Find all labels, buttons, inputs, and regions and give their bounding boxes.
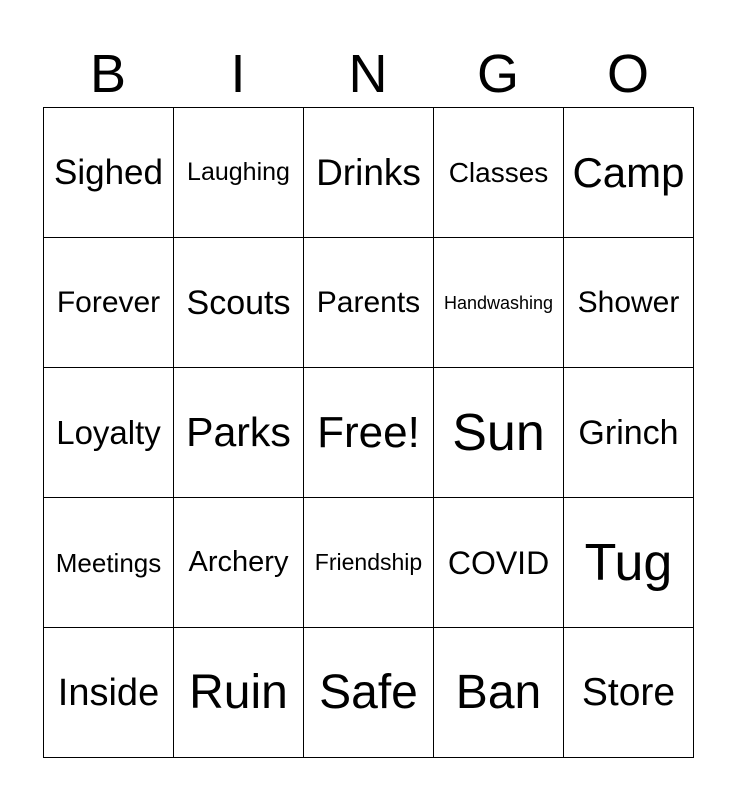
bingo-cell-sun[interactable]: Sun	[434, 368, 564, 498]
bingo-cell-friendship[interactable]: Friendship	[304, 498, 434, 628]
bingo-cell-free[interactable]: Free!	[304, 368, 434, 498]
bingo-cell-store[interactable]: Store	[564, 628, 694, 758]
bingo-cell-parents[interactable]: Parents	[304, 238, 434, 368]
bingo-cell-drinks[interactable]: Drinks	[304, 108, 434, 238]
bingo-cell-inside[interactable]: Inside	[44, 628, 174, 758]
bingo-cell-ban[interactable]: Ban	[434, 628, 564, 758]
bingo-cell-camp[interactable]: Camp	[564, 108, 694, 238]
bingo-cell-classes[interactable]: Classes	[434, 108, 564, 238]
bingo-cell-scouts[interactable]: Scouts	[174, 238, 304, 368]
bingo-cell-tug[interactable]: Tug	[564, 498, 694, 628]
header-letter-b: B	[89, 44, 127, 104]
bingo-cell-sighed[interactable]: Sighed	[44, 108, 174, 238]
bingo-grid	[43, 107, 694, 758]
bingo-cell-loyalty[interactable]: Loyalty	[44, 368, 174, 498]
header-letter-o: O	[606, 44, 649, 104]
header-letter-g: G	[476, 44, 519, 104]
bingo-cell-ruin[interactable]: Ruin	[174, 628, 304, 758]
bingo-cell-safe[interactable]: Safe	[304, 628, 434, 758]
bingo-cell-parks[interactable]: Parks	[174, 368, 304, 498]
bingo-cell-handwashing[interactable]: Handwashing	[434, 238, 564, 368]
bingo-cell-covid[interactable]: COVID	[434, 498, 564, 628]
bingo-cell-shower[interactable]: Shower	[564, 238, 694, 368]
bingo-cell-grinch[interactable]: Grinch	[564, 368, 694, 498]
bingo-cell-archery[interactable]: Archery	[174, 498, 304, 628]
header-letter-i: I	[230, 44, 246, 104]
bingo-cell-forever[interactable]: Forever	[44, 238, 174, 368]
bingo-header	[43, 40, 693, 108]
bingo-cell-meetings[interactable]: Meetings	[44, 498, 174, 628]
header-letter-n: N	[348, 44, 388, 104]
bingo-cell-laughing[interactable]: Laughing	[174, 108, 304, 238]
